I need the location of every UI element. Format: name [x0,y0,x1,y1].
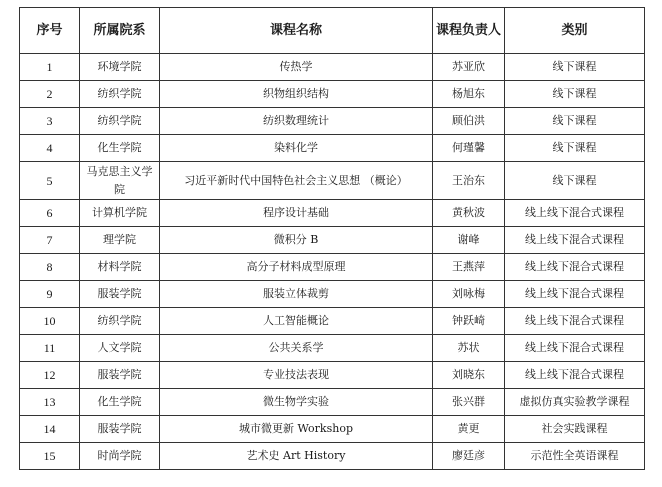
cell-type: 社会实践课程 [505,416,645,443]
cell-lead: 何瑾馨 [433,135,505,162]
cell-dept: 马克思主义学院 [80,162,160,200]
cell-course-name: 纺织数理统计 [160,108,433,135]
header-lead: 课程负责人 [433,8,505,54]
cell-dept: 服装学院 [80,362,160,389]
cell-lead: 杨旭东 [433,81,505,108]
cell-type: 线上线下混合式课程 [505,254,645,281]
cell-no: 2 [20,81,80,108]
cell-course-name: 人工智能概论 [160,308,433,335]
cell-lead: 黄更 [433,416,505,443]
cell-dept: 环境学院 [80,54,160,81]
course-table [19,7,645,470]
cell-type: 虚拟仿真实验教学课程 [505,389,645,416]
cell-no: 1 [20,54,80,81]
table-header-row [20,8,645,54]
table-row [20,335,645,362]
cell-type: 线上线下混合式课程 [505,227,645,254]
cell-no: 14 [20,416,80,443]
cell-dept: 纺织学院 [80,108,160,135]
cell-type: 线下课程 [505,81,645,108]
table-row [20,108,645,135]
cell-lead: 苏状 [433,335,505,362]
cell-course-name: 微积分 B [160,227,433,254]
cell-course-name: 染料化学 [160,135,433,162]
cell-dept: 服装学院 [80,281,160,308]
cell-lead: 张兴群 [433,389,505,416]
table-row [20,362,645,389]
cell-no: 3 [20,108,80,135]
cell-no: 13 [20,389,80,416]
cell-lead: 廖廷彦 [433,443,505,470]
cell-lead: 谢峰 [433,227,505,254]
cell-lead: 王治东 [433,162,505,200]
table-row [20,389,645,416]
table-row [20,227,645,254]
cell-lead: 黄秋波 [433,200,505,227]
header-course-name: 课程名称 [160,8,433,54]
cell-course-name: 城市微更新 Workshop [160,416,433,443]
table-row [20,308,645,335]
cell-dept: 人文学院 [80,335,160,362]
table-row [20,162,645,200]
cell-dept: 纺织学院 [80,81,160,108]
cell-type: 线下课程 [505,108,645,135]
cell-type: 线上线下混合式课程 [505,308,645,335]
table-row [20,54,645,81]
cell-type: 线下课程 [505,135,645,162]
cell-type: 线下课程 [505,54,645,81]
cell-type: 线上线下混合式课程 [505,281,645,308]
cell-dept: 化生学院 [80,135,160,162]
cell-course-name: 程序设计基础 [160,200,433,227]
cell-dept: 时尚学院 [80,443,160,470]
table-row [20,81,645,108]
cell-dept: 纺织学院 [80,308,160,335]
cell-course-name: 艺术史 Art History [160,443,433,470]
table-row [20,135,645,162]
cell-type: 线上线下混合式课程 [505,335,645,362]
cell-dept: 服装学院 [80,416,160,443]
cell-dept: 材料学院 [80,254,160,281]
cell-no: 15 [20,443,80,470]
cell-no: 10 [20,308,80,335]
table-row [20,200,645,227]
header-no: 序号 [20,8,80,54]
header-type: 类别 [505,8,645,54]
cell-no: 7 [20,227,80,254]
cell-no: 9 [20,281,80,308]
table-row [20,416,645,443]
cell-type: 示范性全英语课程 [505,443,645,470]
cell-type: 线上线下混合式课程 [505,362,645,389]
cell-lead: 刘晓东 [433,362,505,389]
cell-no: 4 [20,135,80,162]
cell-course-name: 习近平新时代中国特色社会主义思想 （概论） [160,162,433,200]
cell-course-name: 公共关系学 [160,335,433,362]
cell-course-name: 专业技法表现 [160,362,433,389]
cell-no: 11 [20,335,80,362]
cell-lead: 苏亚欣 [433,54,505,81]
cell-course-name: 高分子材料成型原理 [160,254,433,281]
cell-course-name: 织物组织结构 [160,81,433,108]
cell-dept: 计算机学院 [80,200,160,227]
cell-lead: 刘咏梅 [433,281,505,308]
cell-course-name: 传热学 [160,54,433,81]
cell-dept: 理学院 [80,227,160,254]
cell-dept: 化生学院 [80,389,160,416]
cell-lead: 王燕萍 [433,254,505,281]
cell-course-name: 微生物学实验 [160,389,433,416]
header-dept: 所属院系 [80,8,160,54]
cell-no: 12 [20,362,80,389]
table-row [20,254,645,281]
cell-lead: 钟跃崎 [433,308,505,335]
cell-no: 6 [20,200,80,227]
cell-lead: 顾伯洪 [433,108,505,135]
table-row [20,281,645,308]
cell-type: 线下课程 [505,162,645,200]
cell-course-name: 服装立体裁剪 [160,281,433,308]
table-row [20,443,645,470]
cell-type: 线上线下混合式课程 [505,200,645,227]
cell-no: 8 [20,254,80,281]
cell-no: 5 [20,162,80,200]
